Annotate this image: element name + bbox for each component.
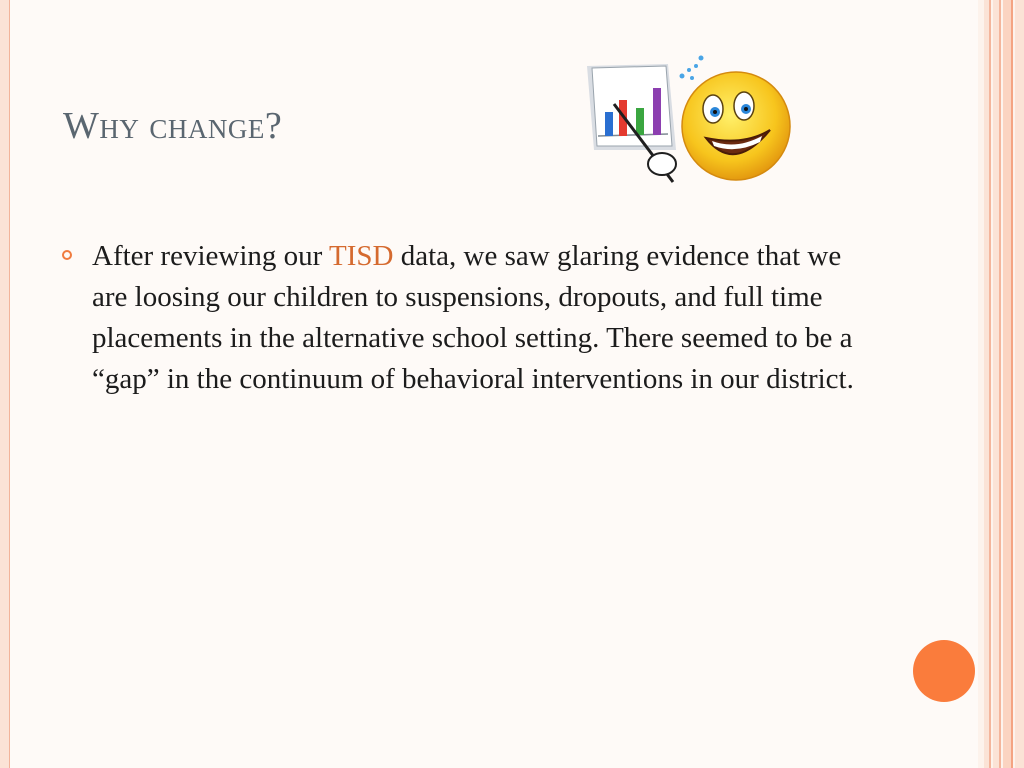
bullet-text [92, 236, 882, 400]
smiley-presenting-chart-icon [584, 54, 798, 188]
bullet-marker-icon [62, 250, 72, 260]
right-decorative-stripes [984, 0, 1024, 768]
bullet-text-before: After reviewing our [92, 240, 330, 272]
decorative-circle [913, 640, 975, 702]
left-decorative-band [0, 0, 10, 768]
slide-title: Why change? [63, 105, 283, 147]
bullet-text-highlight: TISD [329, 240, 394, 272]
bullet-text-after: data, we saw glaring evidence that we are loosing our children to suspensions, dropouts, and full time placements in the alternative school setting. There seemed to be a “gap” in the continuum of behavioral interventions in our district. [92, 240, 854, 395]
bullet-item [62, 236, 882, 400]
